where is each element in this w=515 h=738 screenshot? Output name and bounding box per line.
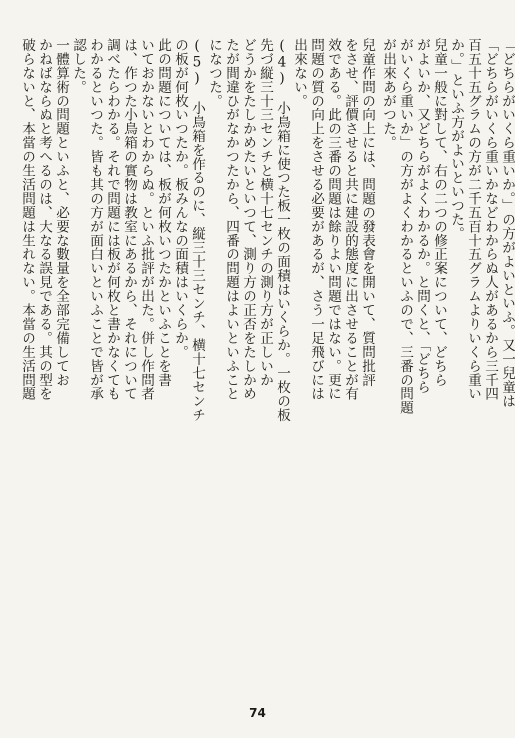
text-column: 問題の質の向上をさせる必要があるが、さう一足飛びには	[308, 38, 324, 401]
text-column: わかるといつた。皆も其の方が面白いといふことで皆が承	[87, 38, 103, 401]
text-column: がいくら重いか」の方がよくわかるといふので、三番の問題	[397, 38, 413, 415]
text-column: いておかないとわからぬ。といふ批評が出た。併し作問者	[138, 38, 154, 401]
text-column: 出來ない。	[291, 38, 307, 108]
text-column: たが間違ひがなかつたから、四番の問題はよいといふこと	[223, 38, 239, 401]
text-column: が出來あがつた。	[380, 38, 396, 150]
text-column: をさせ、評價させると共に建設的態度に出させることが有	[342, 38, 358, 401]
page-number: 74	[249, 706, 266, 720]
text-column: どうかをたしかめたいといつて、測り方の正否をたしかめ	[240, 38, 256, 401]
text-column: 一體算術の問題といふと、必要な數量を全部完備してお	[53, 38, 69, 387]
text-column: かねばならぬと考へるのは、大なる誤見である。其の型を	[36, 38, 52, 401]
text-column: の板が何枚いつたか。板みんなの面積はいくらか。	[172, 38, 188, 359]
text-column: 此の問題については、板が何枚いつたかといふことを書	[155, 38, 171, 387]
text-column: (4) 小鳥箱に使つた板一枚の面積はいくらか。一枚の板	[274, 38, 290, 422]
text-column: 兒童一般に對して、右の二つの修正案について、どちら	[431, 38, 447, 387]
text-column: 破らないと、本當の生活問題は生れない。本當の生活問題	[19, 38, 35, 401]
text-column: か。」といふ方がよいといつた。	[448, 38, 464, 241]
text-column: は、作つた小鳥箱の實物は教室にあるから、それについて	[121, 38, 137, 401]
text-column: になつた。	[206, 38, 222, 108]
text-column: がよいか、又どちらがよくわかるか。と問くと、「どちら	[414, 38, 430, 394]
text-column: 認した。	[70, 38, 86, 94]
text-column: 先づ縦三十三センチと横十七センチの測り方が正しいか	[257, 38, 273, 387]
text-column: 兒童作問の向上には、問題の發表會を開いて、質問批評	[359, 38, 375, 387]
text-column: 「どちらがいくら重いかなどわからぬ人があるから三千四	[482, 38, 498, 401]
text-column: 調べたらわかる。それで問題には板が何枚と書かなくても	[104, 38, 120, 401]
text-column: (5) 小鳥箱を作るのに、縦三十三センチ、横十七センチ	[189, 38, 205, 422]
text-column: 效である。此の三番の問題は餘りよい問題ではない。更に	[325, 38, 341, 401]
text-column: 「どちらがいくら重いか。」の方がよいといふ。又一兒童は	[499, 38, 515, 408]
text-column: 百五十五グラムの方が二千五百十五グラムよりいくら重い	[465, 38, 481, 401]
